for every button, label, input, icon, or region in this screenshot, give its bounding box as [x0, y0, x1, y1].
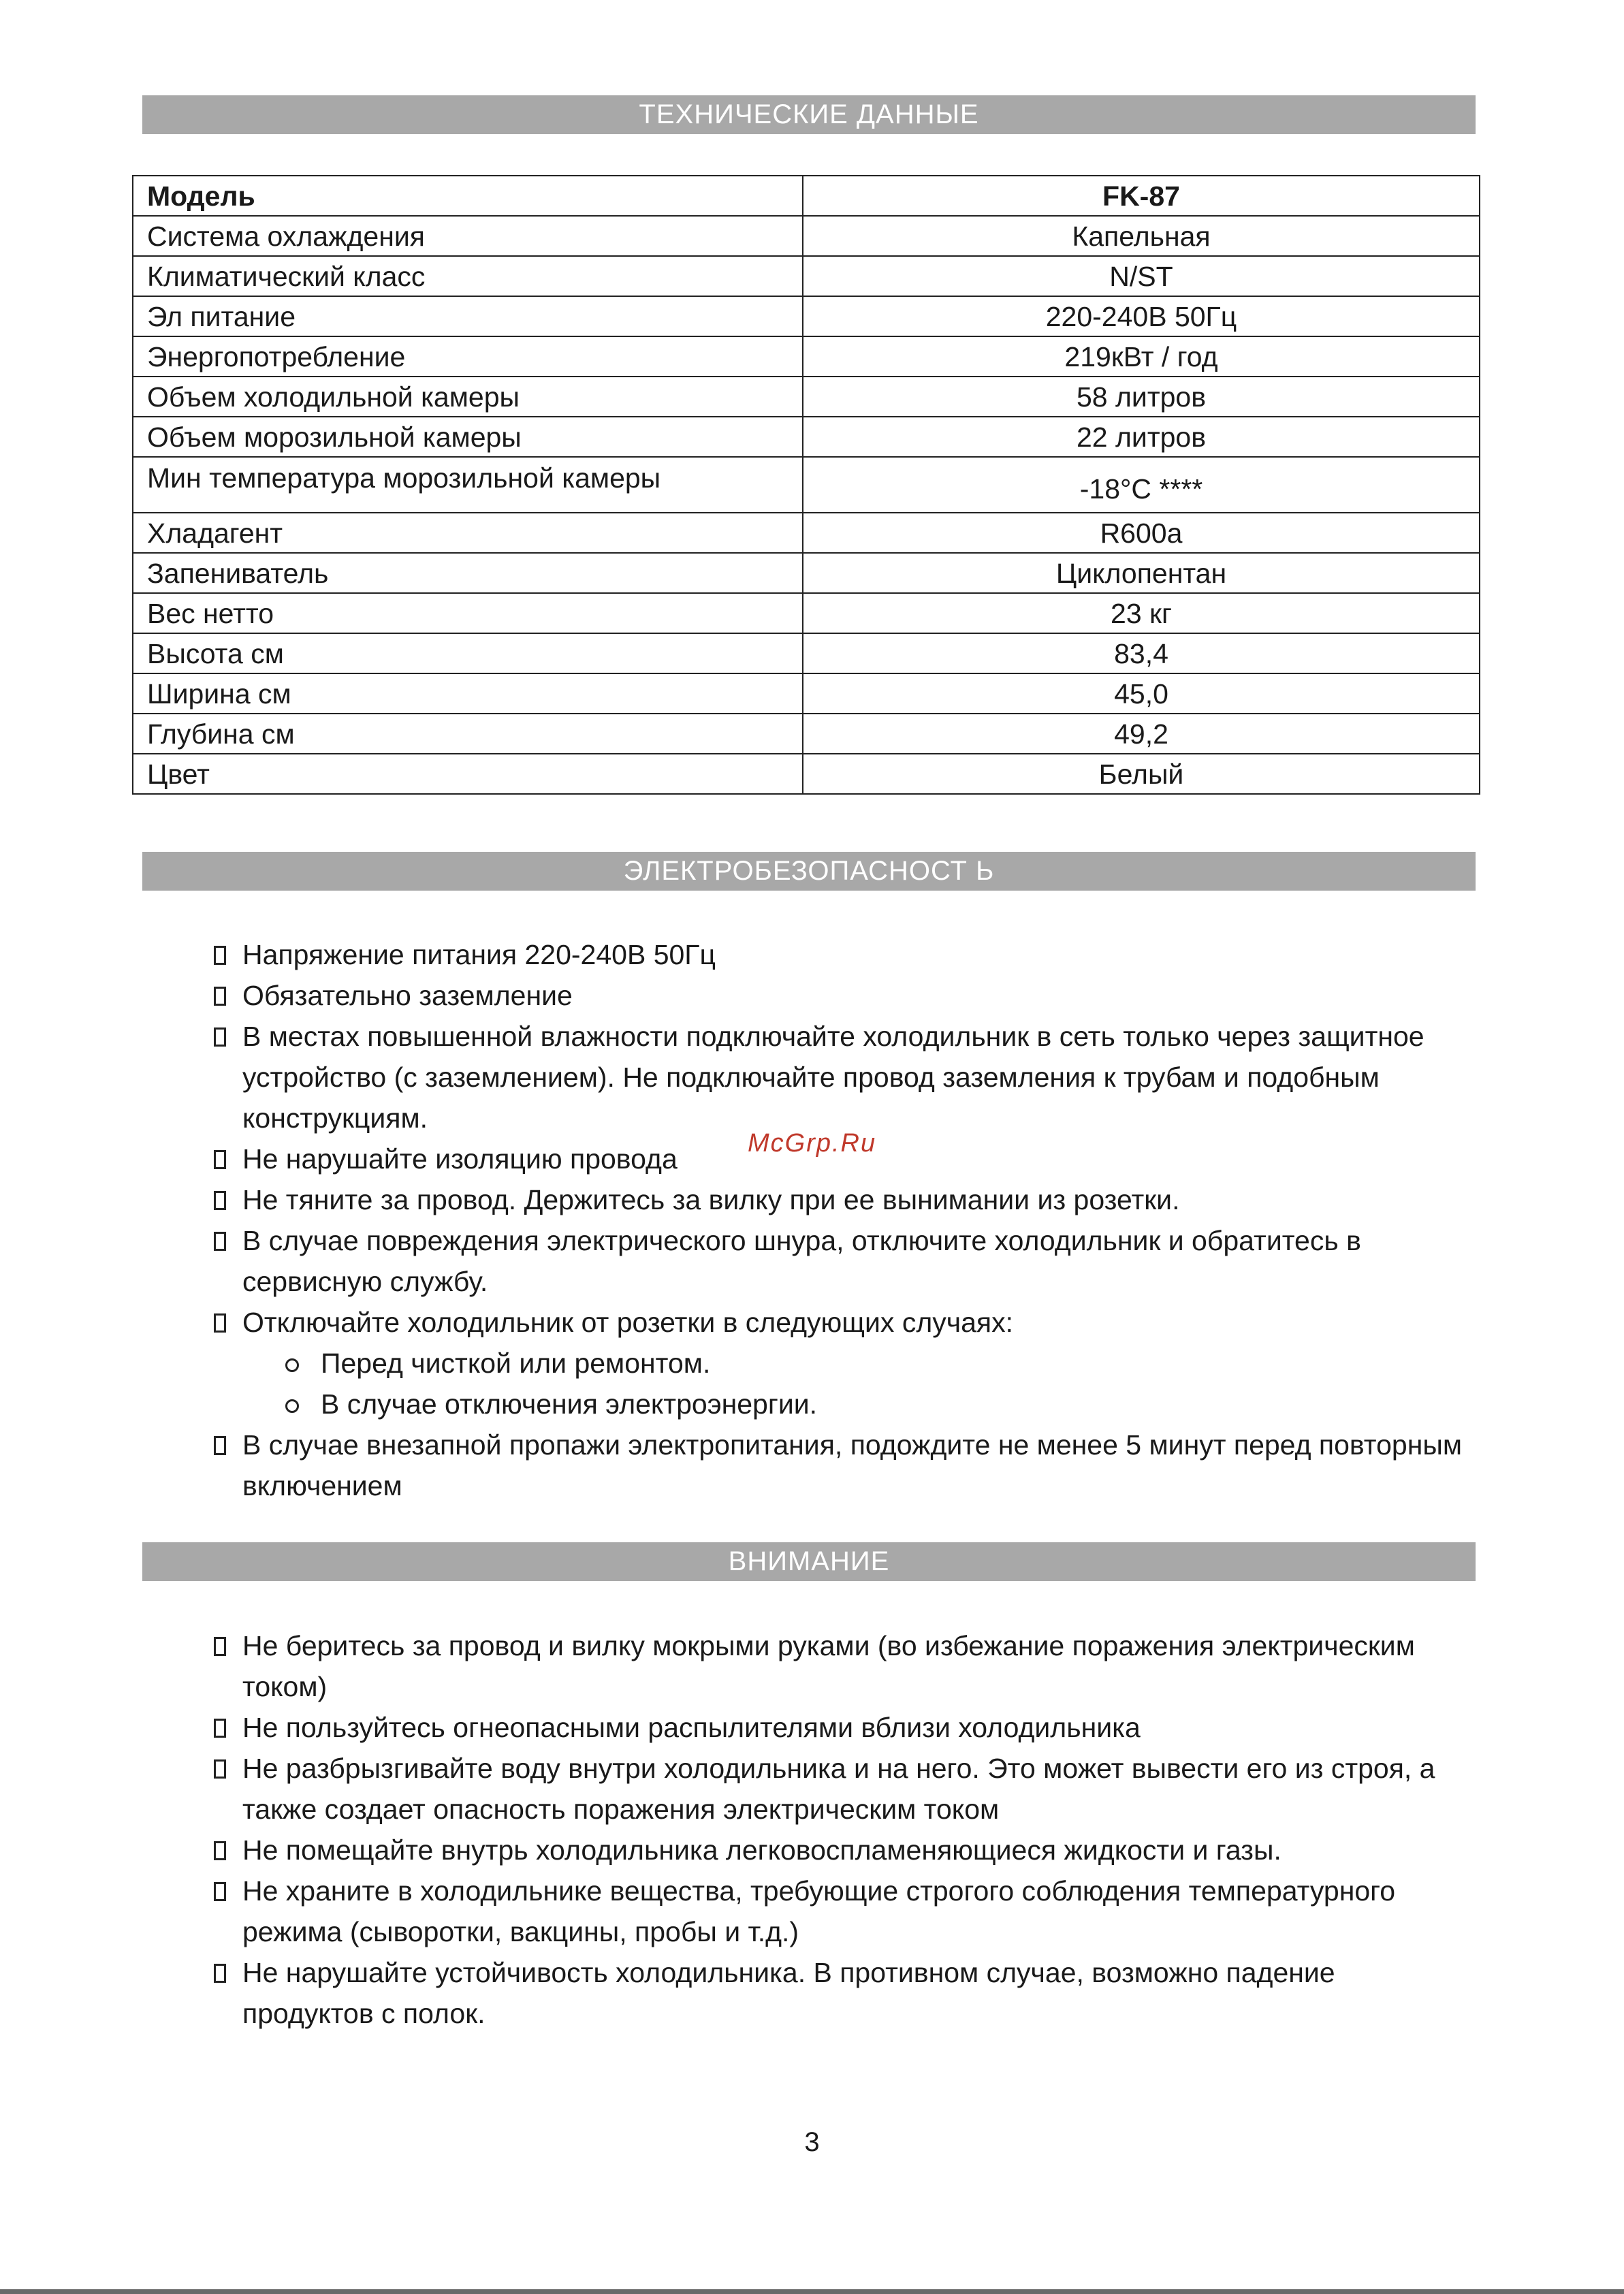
list-item-text: В местах повышенной влажности подключайте холодильник в сеть только через защитное устройство (с заземлением). Не подключайте провод заземления к трубам и подобным конструкциям.	[242, 1021, 1424, 1134]
table-cell-value: Капельная	[803, 216, 1480, 256]
table-cell-label: Система охлаждения	[133, 216, 803, 256]
list-item	[214, 934, 1467, 975]
list-item	[214, 1870, 1467, 1952]
checkbox-bullet-icon	[214, 946, 226, 965]
table-cell-value: R600a	[803, 513, 1480, 553]
checkbox-bullet-icon	[214, 1313, 226, 1333]
table-cell-label: Хладагент	[133, 513, 803, 553]
table-cell-label: Климатический класс	[133, 256, 803, 296]
list-item-text: В случае повреждения электрического шнура, отключите холодильник и обратитесь в сервисную службу.	[242, 1225, 1361, 1297]
section-title-tech: ТЕХНИЧЕСКИЕ ДАННЫЕ	[142, 95, 1476, 134]
table-cell-value: 45,0	[803, 673, 1480, 714]
circle-bullet-icon	[285, 1358, 299, 1372]
electrical-safety-list	[214, 934, 1467, 1506]
list-item	[214, 1179, 1467, 1220]
table-row	[133, 633, 1480, 673]
table-row	[133, 336, 1480, 377]
table-cell-label: Объем холодильной камеры	[133, 377, 803, 417]
table-cell-label: Мин температура морозильной камеры	[133, 457, 803, 513]
table-row	[133, 513, 1480, 553]
circle-bullet-icon	[285, 1399, 299, 1413]
sub-list-item-text: Перед чисткой или ремонтом.	[321, 1348, 711, 1379]
list-item	[214, 1302, 1467, 1424]
spec-table	[132, 175, 1480, 795]
list-item-text: Обязательно заземление	[242, 980, 573, 1011]
checkbox-bullet-icon	[214, 1759, 226, 1779]
list-item	[214, 1625, 1467, 1707]
list-item-text: Не нарушайте изоляцию провода	[242, 1143, 678, 1175]
list-item-text: Не помещайте внутрь холодильника легковоспламеняющиеся жидкости и газы.	[242, 1834, 1281, 1866]
list-item	[214, 1220, 1467, 1302]
table-row	[133, 216, 1480, 256]
list-item	[214, 1016, 1467, 1138]
list-item-text: Не пользуйтесь огнеопасными распылителями вблизи холодильника	[242, 1712, 1141, 1743]
list-item-text: Не разбрызгивайте воду внутри холодильника и на него. Это может вывести его из строя, а также создает опасность поражения электрическим током	[242, 1753, 1435, 1825]
bottom-divider	[0, 2289, 1624, 2294]
table-cell-label: Глубина см	[133, 714, 803, 754]
watermark: McGrp.Ru	[748, 1129, 877, 1158]
table-cell-value: Циклопентан	[803, 553, 1480, 593]
checkbox-bullet-icon	[214, 1882, 226, 1901]
table-row	[133, 417, 1480, 457]
table-cell-value: 58 литров	[803, 377, 1480, 417]
list-item	[214, 1707, 1467, 1748]
table-cell-value: -18°С ****	[803, 457, 1480, 513]
section-title-electrical-safety: ЭЛЕКТРОБЕЗОПАСНОСТ Ь	[142, 852, 1476, 891]
table-cell-label: Высота см	[133, 633, 803, 673]
list-item	[214, 1952, 1467, 2034]
section-title-warning: ВНИМАНИЕ	[142, 1542, 1476, 1581]
checkbox-bullet-icon	[214, 1191, 226, 1210]
table-header-row	[133, 176, 1480, 216]
table-row	[133, 553, 1480, 593]
list-item	[214, 975, 1467, 1016]
list-item-text: Не тяните за провод. Держитесь за вилку при ее вынимании из розетки.	[242, 1184, 1180, 1215]
table-cell-value: FK-87	[803, 176, 1480, 216]
table-cell-value: 220-240В 50Гц	[803, 296, 1480, 336]
table-cell-label: Энергопотребление	[133, 336, 803, 377]
table-cell-label: Ширина см	[133, 673, 803, 714]
table-cell-value: 22 литров	[803, 417, 1480, 457]
list-item-text: Не храните в холодильнике вещества, требующие строгого соблюдения температурного режима (сыворотки, вакцины, пробы и т.д.)	[242, 1875, 1395, 1947]
table-cell-label: Запениватель	[133, 553, 803, 593]
table-row	[133, 256, 1480, 296]
list-item-text: Не нарушайте устойчивость холодильника. В противном случае, возможно падение продуктов с полок.	[242, 1957, 1335, 2029]
table-cell-label: Эл питание	[133, 296, 803, 336]
table-row	[133, 296, 1480, 336]
table-cell-value: Белый	[803, 754, 1480, 794]
table-cell-value: N/ST	[803, 256, 1480, 296]
list-item-text: В случае внезапной пропажи электропитания, подождите не менее 5 минут перед повторным включением	[242, 1429, 1463, 1501]
table-row	[133, 457, 1480, 513]
table-row	[133, 754, 1480, 794]
table-cell-label: Цвет	[133, 754, 803, 794]
table-row	[133, 673, 1480, 714]
warning-list	[214, 1625, 1467, 2034]
table-cell-value: 49,2	[803, 714, 1480, 754]
checkbox-bullet-icon	[214, 1150, 226, 1169]
list-item-text: Напряжение питания 220-240В 50Гц	[242, 939, 716, 970]
checkbox-bullet-icon	[214, 1841, 226, 1860]
checkbox-bullet-icon	[214, 1637, 226, 1656]
table-cell-value: 23 кг	[803, 593, 1480, 633]
checkbox-bullet-icon	[214, 1027, 226, 1047]
checkbox-bullet-icon	[214, 1436, 226, 1455]
checkbox-bullet-icon	[214, 1719, 226, 1738]
list-item-text: Отключайте холодильник от розетки в следующих случаях:	[242, 1307, 1014, 1338]
list-item	[214, 1830, 1467, 1870]
table-row	[133, 714, 1480, 754]
table-cell-label: Объем морозильной камеры	[133, 417, 803, 457]
sub-list-item	[321, 1343, 1467, 1384]
table-cell-label: Вес нетто	[133, 593, 803, 633]
table-row	[133, 593, 1480, 633]
table-cell-value: 83,4	[803, 633, 1480, 673]
sub-list	[242, 1343, 1467, 1424]
list-item	[214, 1748, 1467, 1830]
list-item-text: Не беритесь за провод и вилку мокрыми руками (во избежание поражения электрическим током)	[242, 1630, 1415, 1702]
table-cell-label: Модель	[133, 176, 803, 216]
checkbox-bullet-icon	[214, 1232, 226, 1251]
checkbox-bullet-icon	[214, 1964, 226, 1983]
sub-list-item	[321, 1384, 1467, 1424]
list-item	[214, 1424, 1467, 1506]
checkbox-bullet-icon	[214, 987, 226, 1006]
sub-list-item-text: В случае отключения электроэнергии.	[321, 1388, 818, 1420]
page-number: 3	[804, 2127, 820, 2157]
table-row	[133, 377, 1480, 417]
table-cell-value: 219кВт / год	[803, 336, 1480, 377]
